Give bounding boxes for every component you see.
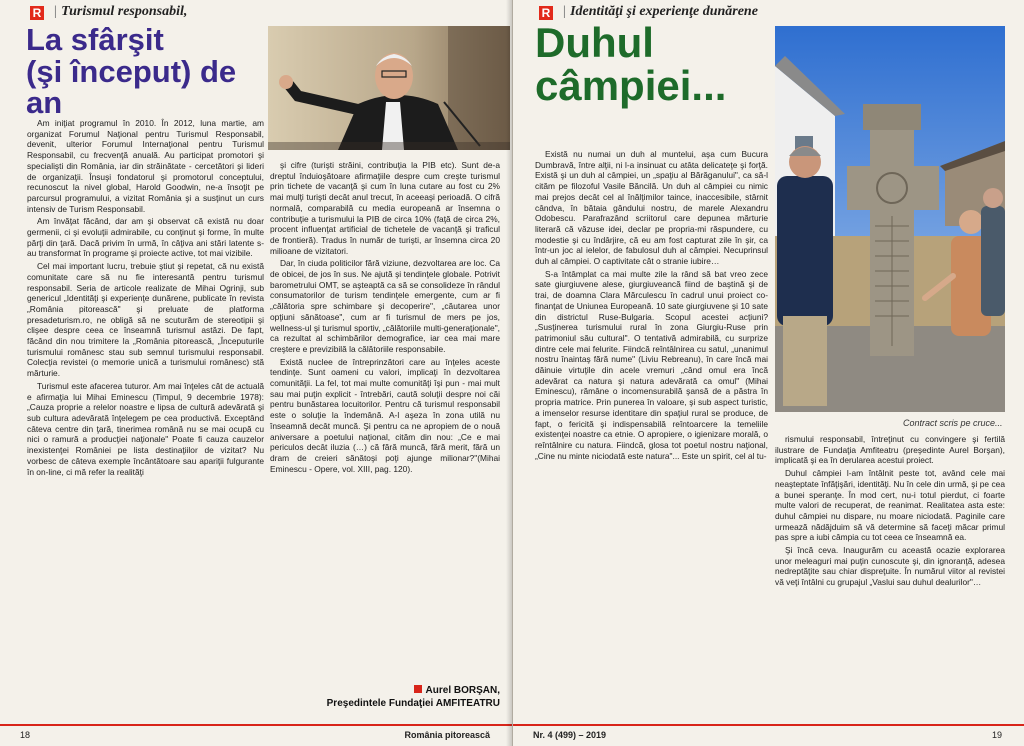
right-column-1 <box>535 149 768 463</box>
magazine-logo-icon: R <box>539 6 553 20</box>
left-column-1 <box>27 118 264 479</box>
author-name: Aurel BORŞAN, <box>425 685 500 696</box>
paragraph: rismului responsabil, întreţinut cu convingere şi fertilă ilustrare de Fundaţia Amfiteatru (preşedinte Aurel Borşan), implicată şi ea în derularea acestui proiect. <box>775 434 1005 466</box>
stone-cross-photo <box>775 26 1005 412</box>
red-square-icon <box>414 685 422 693</box>
left-footer <box>0 724 512 746</box>
paragraph: Turismul este afacerea tuturor. Am mai înţeles cât de actuală e afirmaţia lui Mihai Eminescu (Timpul, 9 decembrie 1978): „Cauza proprie a relelor noastre e lipsa de cultură adevărată şi sub cultura adevărată înţelegem pe cea productivă. Exceptând câteva centre din ţară, tinerimea română nu se mai ocupă cu nici o ramură a producţiei naţionale" Poate fi cauza cauzelor inexistenţei României pe lista destinaţiilor de vizitat? Nu vorbesc de câteva exemple încântătoare sau apariţii fulgurante în on-line, ci mă refer la realităţi <box>27 380 264 477</box>
paragraph: Există nu numai un duh al muntelui, aşa cum Bucura Dumbravă, între alţii, ni l-a insinuat cu atâta delicateţe şi forţă. Există şi un duh al câmpiei, un „spaţiu al Bărăganului", ca să-l cităm pe filozoful Vasile Băncilă. Un duh al câmpiei cu nimic mai prejos decât cel al înălţimilor taince, inaccesibile, stârnit cândva, în bătaia gândului nostru, de marele Alexandru Odobescu. Parafrazând scriitorul care depunea mărturie literară că văzuse idei, declar pe propria-mi răspundere, cu modestie şi cu îndârjire, că eu am fost capturat zile în şir, ca într-un joc al ielelor, de fabulosul duh al câmpiei. Necuprinsul duh al câmpiei. O captivitate cât o stranie iubire… <box>535 149 768 267</box>
page-number-left: 18 <box>20 730 31 740</box>
paragraph: Dar, în ciuda politicilor fără viziune, dezvoltarea are loc. Ca de obicei, de jos în sus. Ne ajută şi tendinţele globale. Potrivit barometrului OMT, se aşteaptă ca să se consolideze în rândul consumatorilor de turism tendinţele emergente, cum ar fi „călătoria spre schimbare şi decoperire", „căutarea unor opţiuni sănătoase", cum ar fi turismul de mers pe jos, wellness-ul şi turismul sportiv, „călătoriile multi-generaţionale", ca rezultat al schimbărilor demografice, iar cea mai mare creştere e previzibilă la călătoriile responsabile. <box>270 258 500 354</box>
left-section-title: | Turismul responsabil, <box>54 4 188 19</box>
paragraph: Am iniţiat programul în 2010. În 2012, luna martie, am organizat Forumul Naţional pentru Turismul Responsabil, devenit, ulterior Forumul Internaţional pentru Turismul Responsabil, cu frecvenţă anuală. Au participat promotori şi specialişti din România, iar din străinătate - cercetători şi lideri de organizaţii. Însuşi fondatorul şi promotorul conceptului, recunoscut la nivel global, Harold Goodwin, ne-a însoţit pe parcursul programului, a vizitat România şi a susţinut un curs intensiv de Turism Responsabil. <box>27 118 264 214</box>
photo-caption: Contract scris pe cruce... <box>903 418 1003 428</box>
author-signature <box>270 684 500 710</box>
paragraph: Există nuclee de întreprinzători care au înţeles aceste tendinţe. Sunt oameni cu valori, implicaţi în dezvoltarea comunităţii. La fel, tot mai multe comunităţi îşi pun - mai mult sau mai puţin explicit - întrebări, caută soluţii despre noi căi pentru bunăstarea locuitorilor. Pentru că turismul responsabil este o soluţie la îndemână. A-l aşeza în zona utilă nu înseamnă decât muncă. Şi pentru ca ne apropiem de o nouă aniversare a poetului naţional, cităm din nou: „Ce e mai periculos decât iluzia (…) că fără muncă, fără merit, fără un dram de creieri sănătoşi poţi ajunge milionar?"(Mihai Eminescu - Opere, vol. XIII, pag. 120). <box>270 356 500 474</box>
right-section-title: | Identităţi şi experienţe dunărene <box>563 4 758 19</box>
right-footer <box>513 724 1024 746</box>
left-column-2 <box>270 160 500 476</box>
paragraph: Duhul câmpiei l-am întâlnit peste tot, având cele mai neaşteptate înfăţişări, identităţi. Nu în cele din urmă, şi pe cea a bunei speranţe. În mod cert, nu-i totul pierdut, ci foarte multe valori de recuperat, de reanimat. Realitatea asta este: duhul câmpiei nu dispare, nu moare niciodată. Paginile care urmează nădăjduim să vă determine să faceţi măcar primul pas spre a iubi câmpia cu tot ceea ce înseamnă ea. <box>775 468 1005 543</box>
speaker-photo <box>268 26 510 150</box>
paragraph: Cel mai important lucru, trebuie ştiut şi repetat, că nu există comunitate care să nu fie interesantă pentru turismul responsabil. Seria de articole realizate de Mihai Ogrinji, sub genericul „Identităţi şi experienţe dunărene, publicate în revista „România pitorească" şi preluate de platforma presadeturism.ro, ne obligă să ne scuturăm de stereotipii şi clişee despre ceea ce înseamnă turismul astăzi. De fapt, făcând din nou trimitere la „România pitorească, „Începuturile turismului românesc stau sub semnul turismului responsabil. Colecţia revistei (o memorie unică a turismului românesc) stă mărturie. <box>27 261 264 379</box>
page-number-right: 19 <box>991 730 1002 740</box>
paragraph: Am învăţat făcând, dar am şi observat că există nu doar germenii, ci şi evoluţii admirabile, cu conţinut şi forme, în multe părţi din ţară. Dacă privim în urmă, în câţiva ani stări latente s-au transformat în programe şi proiecte active, tot mai vizibile. <box>27 216 264 259</box>
paragraph: Şi încă ceva. Inaugurăm cu această ocazie explorarea unor meleaguri mai puţin cunoscute şi, din ignoranţă, adesea nedreptăţite sau chiar dispreţuite. În numărul viitor al revistei vă veţi întâlni cu grupajul „Vaslui sau duhul dealurilor"… <box>775 545 1005 588</box>
right-column-2 <box>775 434 1005 590</box>
issue-number: Nr. 4 (499) – 2019 <box>533 730 607 740</box>
magazine-name: România pitorească <box>404 730 490 740</box>
right-headline: Duhul câmpiei... <box>535 19 727 109</box>
author-role: Preşedintele Fundaţiei AMFITEATRU <box>326 698 500 709</box>
right-page <box>513 0 1024 746</box>
paragraph: şi cifre (turişti străini, contribuţia la PIB etc). Sunt de-a dreptul înduioşătoare afirmaţiile despre cum creşte turismul prin tichete de vacanţă şi cum în luna cutare au fost cu 2% mai mulţi turişti decât anul trecut, în aceeaşi perioadă. O cifră normală, comparabilă cu media europeană ar însemna o contribuţie a turismului la PIB de circa 10% (faţă de circa 2%, procent influenţat artificial de tichetele de vacanţă şi traficul de frontieră). Tradus în număr de turişti, ar însemna circa 20 milioane de vizitatori. <box>270 160 500 256</box>
left-headline: La sfârşit (şi început) de an <box>26 22 237 121</box>
paragraph: S-a întâmplat ca mai multe zile la rând să bat vreo zece sate giurgiuvene alese, giurgiuveancă fiind de baştină şi de trai, de doamna Clara Mărculescu în cadrul unui proiect co-finanţat de Uniunea Europeană. 10 sate giurgiuvene şi 10 sate din districtul Ruse-Bulgaria. Scopul acestei acţiuni? „Susţinerea turismului rural în zona Giurgiu-Ruse prin patrimoniul său cultural". O tentativă admirabilă, cu surprize dintre cele mai felurite. Fiindcă reîntâlnirea cu satul, „unanimul nostru înaintaş fără nume" (Liviu Rebreanu), în care încă mai dăinuie virtuţile din acele vremuri „când omul era încă adevărat ca natura şi natura adevărată ca omul" (Mihai Eminescu), rămâne o incomensurabilă şansă de a păstra în propria matrice. Prin punerea în valoare, şi sub aspect turistic, a imenselor resurse identitare din spaţiul rural se produce, de fapt, o fericită şi indispensabilă reîntoarcere la temeliile existenţei noastre ca etnie. O apropiere, o igienizare morală, o reîntâlnire cu natura. Fiindcă, glosa tot poetul nostru naţional, „Cine nu minte niciodată este natura"... Este un spirit, cel al tu- <box>535 268 768 461</box>
magazine-logo-icon: R <box>30 6 44 20</box>
